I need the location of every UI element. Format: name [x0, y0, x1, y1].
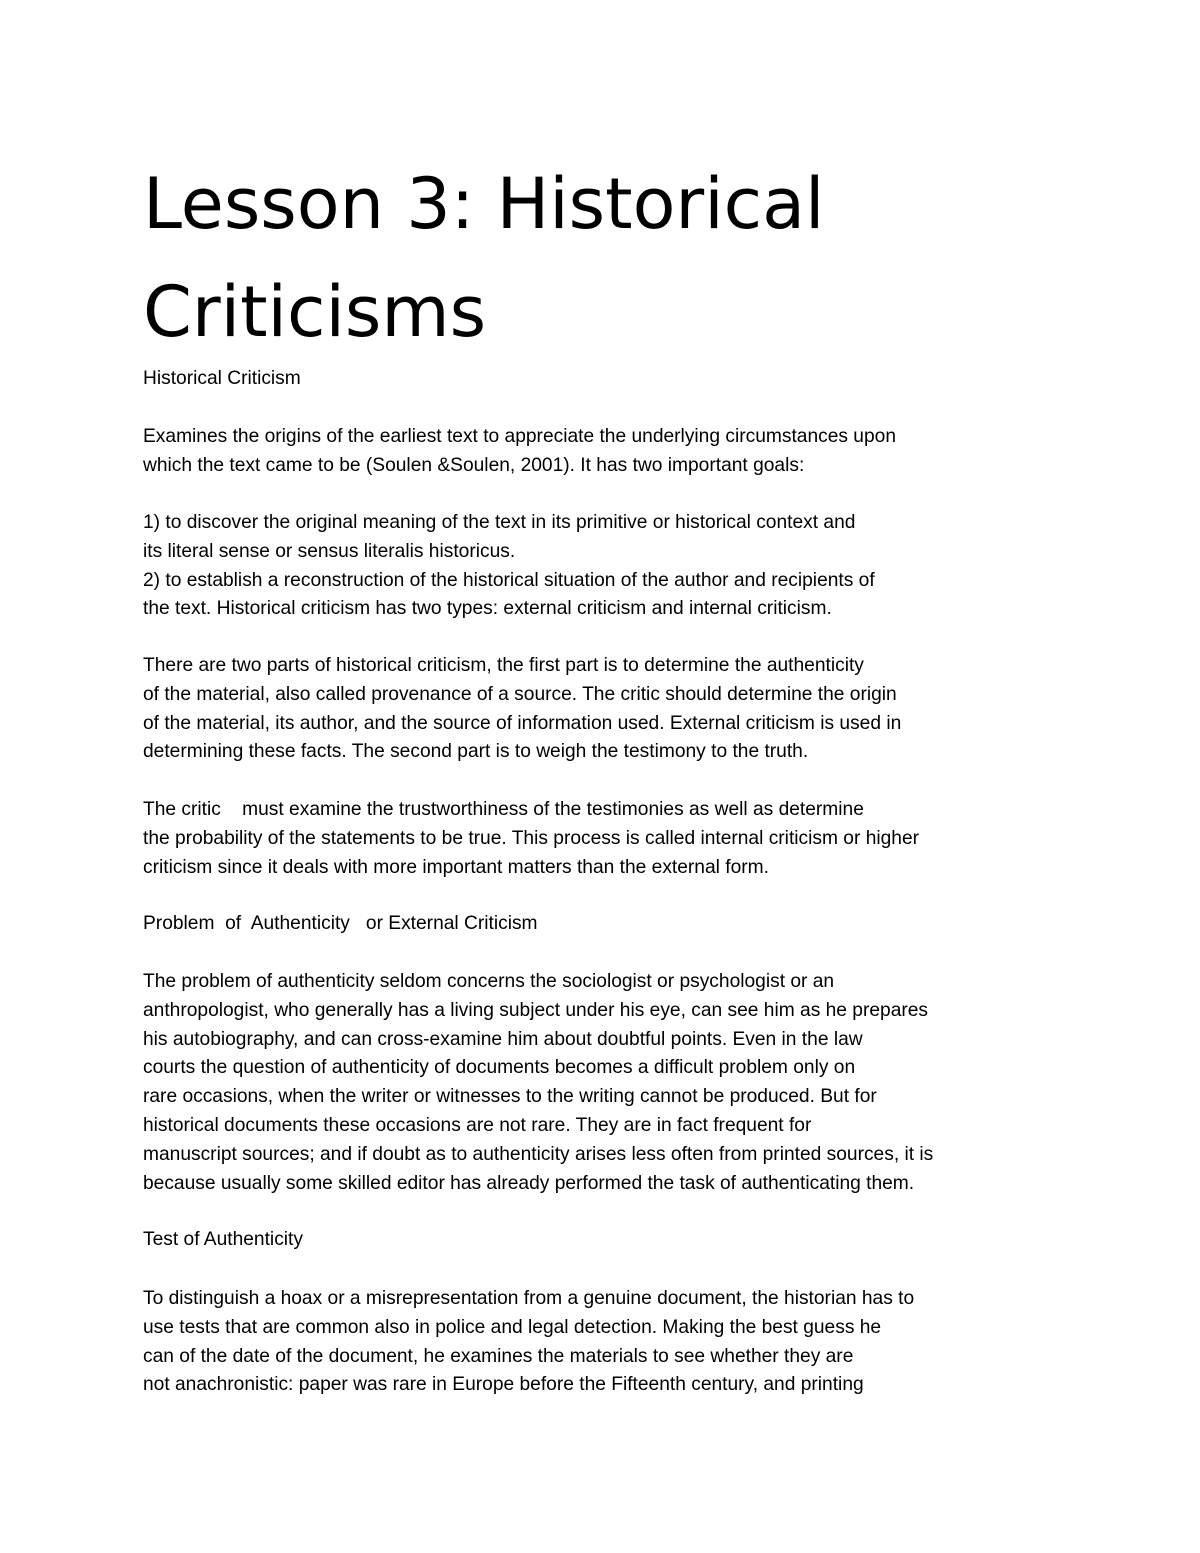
- paragraph-line: courts the question of authenticity of documents becomes a difficult problem only on: [143, 1057, 856, 1079]
- paragraph-line: which the text came to be (Soulen &Soulen, 2001). It has two important goals:: [143, 454, 805, 476]
- heading-test-of-authenticity: [143, 1226, 1073, 1255]
- list-item: 1) to discover the original meaning of the text in its primitive or historical context and: [143, 512, 856, 533]
- heading-text: Problem of Authenticity or External Criticism: [143, 913, 538, 934]
- paragraph-line: use tests that are common also in police and legal detection. Making the best guess he: [143, 1316, 882, 1338]
- paragraph-line: not anachronistic: paper was rare in Europe before the Fifteenth century, and printing: [143, 1374, 864, 1396]
- page-title: [143, 150, 1103, 366]
- parts-paragraph: [143, 652, 1073, 767]
- title-line-1: Lesson 3: Historical: [143, 163, 825, 245]
- heading-text: Test of Authenticity: [143, 1229, 303, 1250]
- paragraph-line: can of the date of the document, he examines the materials to see whether they are: [143, 1345, 854, 1367]
- test-paragraph: [143, 1285, 1073, 1400]
- paragraph-line: manuscript sources; and if doubt as to authenticity arises less often from printed sources, it is: [143, 1143, 934, 1165]
- paragraph-line: criticism since it deals with more important matters than the external form.: [143, 856, 769, 878]
- goals-list: [143, 509, 1073, 624]
- heading-text: Historical Criticism: [143, 368, 301, 389]
- paragraph-line: of the material, its author, and the source of information used. External criticism is used in: [143, 712, 902, 734]
- paragraph-line: his autobiography, and can cross-examine him about doubtful points. Even in the law: [143, 1028, 863, 1050]
- paragraph-line: The critic must examine the trustworthiness of the testimonies as well as determine: [143, 799, 864, 820]
- paragraph-line: because usually some skilled editor has already performed the task of authenticating them.: [143, 1172, 915, 1194]
- list-item: 2) to establish a reconstruction of the historical situation of the author and recipients of: [143, 569, 875, 591]
- list-item: its literal sense or sensus literalis historicus.: [143, 540, 516, 562]
- title-line-2: Criticisms: [143, 271, 487, 353]
- paragraph-line: Examines the origins of the earliest text to appreciate the underlying circumstances upon: [143, 426, 896, 447]
- problem-paragraph: [143, 968, 1073, 1198]
- heading-problem-of-authenticity: [143, 910, 1073, 939]
- paragraph-line: There are two parts of historical criticism, the first part is to determine the authenticity: [143, 655, 864, 676]
- paragraph-line: The problem of authenticity seldom concerns the sociologist or psychologist or an: [143, 971, 835, 992]
- paragraph-line: determining these facts. The second part is to weigh the testimony to the truth.: [143, 741, 809, 763]
- list-item: the text. Historical criticism has two types: external criticism and internal criticism.: [143, 598, 832, 620]
- paragraph-line: of the material, also called provenance of a source. The critic should determine the origin: [143, 683, 897, 705]
- heading-historical-criticism: [143, 365, 1073, 394]
- paragraph-line: To distinguish a hoax or a misrepresentation from a genuine document, the historian has to: [143, 1288, 915, 1309]
- critic-paragraph: [143, 796, 1073, 882]
- paragraph-line: rare occasions, when the writer or witnesses to the writing cannot be produced. But for: [143, 1086, 877, 1108]
- paragraph-line: anthropologist, who generally has a living subject under his eye, can see him as he prepares: [143, 999, 929, 1021]
- paragraph-line: historical documents these occasions are not rare. They are in fact frequent for: [143, 1114, 812, 1136]
- paragraph-line: the probability of the statements to be true. This process is called internal criticism or higher: [143, 827, 920, 849]
- intro-paragraph: [143, 423, 1073, 481]
